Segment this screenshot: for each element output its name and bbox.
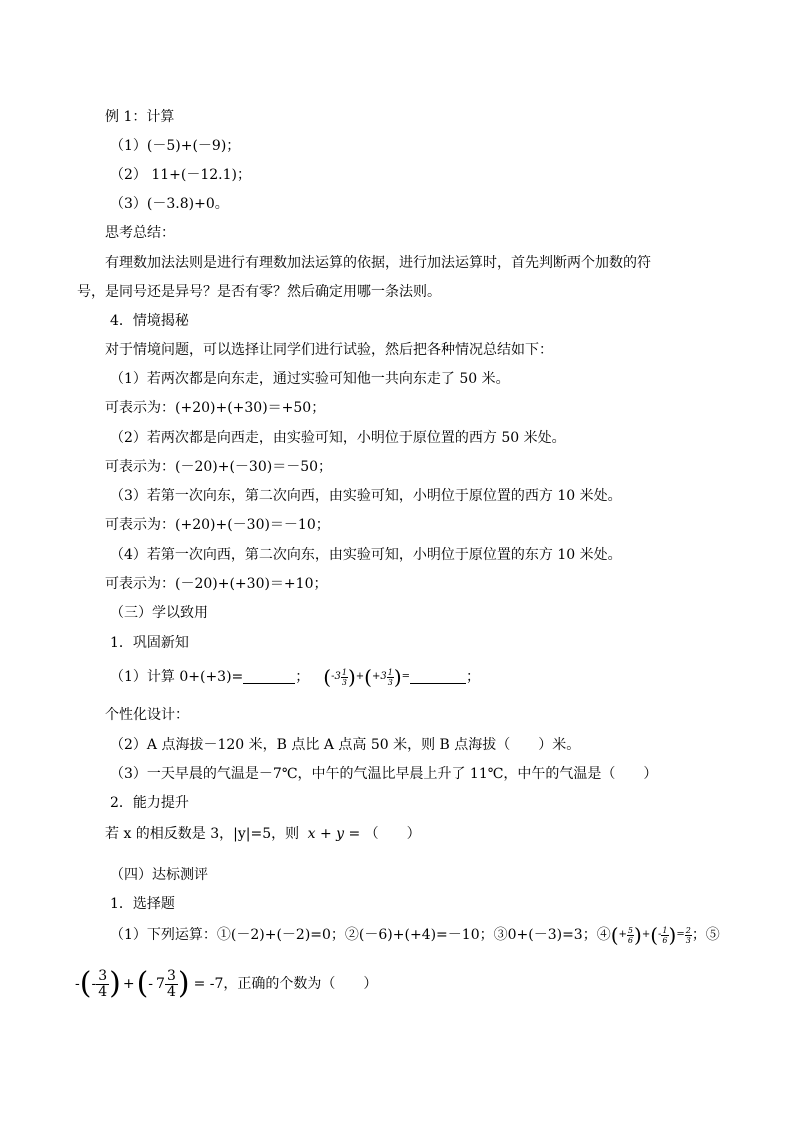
case-4-text: （4）若第一次向西，第二次向东，由实验可知，小明位于原位置的东方 10 米处。 — [110, 547, 622, 563]
left-paren: ( — [650, 923, 659, 947]
fraction-2 — [387, 668, 394, 687]
case-1-expr: 可表示为：(+20)+(+30)＝+50； — [105, 400, 326, 416]
f4-equals: = — [676, 929, 685, 940]
numerator-1: 1 — [341, 667, 347, 677]
case-2-expr: 可表示为：(－20)+(－30)＝－50； — [105, 459, 333, 475]
left-paren: ( — [136, 966, 149, 1001]
section-four-sub1: 1．选择题 — [110, 896, 175, 912]
left-paren: ( — [79, 966, 92, 1001]
f5-op: + — [122, 976, 135, 992]
choice-q1-mid: ；⑤ — [691, 927, 720, 943]
f4-numerator-2: 1 — [662, 925, 668, 935]
sign-2: + — [371, 671, 381, 682]
summary-line-1: 有理数加法法则是进行有理数加法运算的依据，进行加法运算时，首先判断两个加数的符 — [105, 255, 651, 271]
section4-intro: 对于情境问题，可以选择让同学们进行试验，然后把各种情况总结如下： — [105, 342, 553, 358]
left-paren: ( — [610, 923, 619, 947]
f5-lead-sign: - — [75, 976, 80, 992]
q1-prefix: （1）计算 0+(+3)= — [110, 669, 244, 685]
numerator-2: 1 — [387, 667, 393, 677]
f5-sign-1: - — [91, 976, 97, 992]
q1-end: ； — [466, 669, 481, 685]
practice-question-1 — [110, 664, 480, 690]
case-4-expr: 可表示为：(－20)+(+30)＝+10； — [105, 576, 328, 592]
f4-result-numerator: 2 — [685, 925, 691, 935]
f5-equals: = -7 — [193, 976, 224, 992]
whole-1: 3 — [334, 671, 341, 682]
q4-end: （ ） — [364, 826, 421, 842]
section3-sub2: 2．能力提升 — [110, 795, 189, 811]
right-paren: ) — [347, 665, 356, 689]
f5-numerator-2: 3 — [166, 967, 176, 984]
example1-item-1: （1）(－5)+(－9)； — [110, 138, 241, 154]
plus-op: + — [355, 671, 365, 682]
summary-line-2: 号，是同号还是异号？是否有零？然后确定用哪一条法则。 — [77, 284, 441, 300]
case-3-expr: 可表示为：(+20)+(－30)＝－10； — [105, 517, 330, 533]
f5-denominator-1: 4 — [98, 983, 108, 1000]
answer-blank-2 — [410, 670, 466, 684]
left-paren: ( — [323, 665, 332, 689]
fraction-expression-4 — [611, 925, 692, 945]
section3-title: （三）学以致用 — [110, 605, 208, 621]
left-paren: ( — [364, 665, 372, 689]
choice-question-1-continued — [75, 964, 377, 1004]
right-paren: ) — [393, 665, 402, 689]
right-paren: ) — [177, 966, 190, 1001]
q1-sep: ； — [295, 669, 310, 685]
ability-question — [105, 825, 421, 843]
denominator-1: 3 — [341, 677, 347, 687]
choice-q1-end: ，正确的个数为（ ） — [223, 976, 378, 992]
choice-q1-prefix: （1）下列运算：①(－2)+(－2)=0；②(－6)+(+4)=－10；③0+(－3)=3；④ — [110, 927, 611, 943]
section3-sub1: 1．巩固新知 — [110, 635, 189, 651]
f5-denominator-2: 4 — [166, 983, 176, 1000]
f4-fraction-2 — [661, 926, 668, 945]
f4-result — [685, 926, 692, 945]
f4-sign-2: - — [658, 929, 662, 940]
f4-denominator-1: 6 — [627, 935, 634, 945]
f5-fraction-1 — [96, 969, 109, 1000]
example1-item-3: （3）(－3.8)+0。 — [110, 196, 229, 212]
right-paren: ) — [668, 923, 677, 947]
practice-question-2: （2）A 点海拔－120 米，B 点比 A 点高 50 米，则 B 点海拔（ ）米。 — [110, 737, 581, 753]
example1-item-2: （2） 11+(－12.1)； — [110, 167, 251, 183]
fraction-expression-1 — [323, 667, 410, 687]
right-paren: ) — [634, 923, 642, 947]
f5-fraction-2 — [165, 969, 178, 1000]
f4-denominator-2: 6 — [662, 935, 668, 945]
f4-fraction-1 — [627, 926, 634, 945]
q4-prefix: 若 x 的相反数是 3，|y|=5，则 — [105, 826, 300, 842]
f5-numerator-1: 3 — [98, 967, 108, 984]
answer-blank-1 — [243, 670, 295, 684]
summary-title: 思考总结： — [105, 225, 175, 241]
f4-numerator-1: 5 — [627, 925, 634, 935]
choice-question-1 — [110, 920, 720, 950]
case-3-text: （3）若第一次向东，第二次向西，由实验可知，小明位于原位置的西方 10 米处。 — [110, 488, 622, 504]
f4-sign-1: + — [618, 929, 627, 940]
q4-expression: x + y = — [307, 826, 361, 842]
section-four-title: （四）达标测评 — [110, 867, 208, 883]
sign-1: - — [331, 671, 335, 682]
f4-result-denominator: 3 — [685, 935, 691, 945]
fraction-1 — [341, 668, 348, 687]
equals: = — [401, 671, 411, 682]
case-2-text: （2）若两次都是向西走，由实验可知，小明位于原位置的西方 50 米处。 — [110, 430, 566, 446]
whole-2: 3 — [380, 671, 387, 682]
section4-title: 4．情境揭秘 — [110, 313, 189, 329]
case-1-text: （1）若两次都是向东走，通过实验可知他一共向东走了 50 米。 — [110, 371, 510, 387]
right-paren: ) — [109, 966, 121, 1001]
f4-op: + — [641, 929, 651, 940]
fraction-expression-5 — [75, 966, 224, 1001]
f5-sign-2: - — [148, 976, 154, 992]
practice-question-3: （3）一天早晨的气温是－7℃，中午的气温比早晨上升了 11℃，中午的气温是（ ） — [110, 766, 658, 782]
example1-title: 例 1：计算 — [105, 109, 175, 125]
f5-whole-2: 7 — [156, 976, 165, 992]
denominator-2: 3 — [387, 677, 393, 687]
personal-design-label: 个性化设计： — [105, 707, 189, 723]
